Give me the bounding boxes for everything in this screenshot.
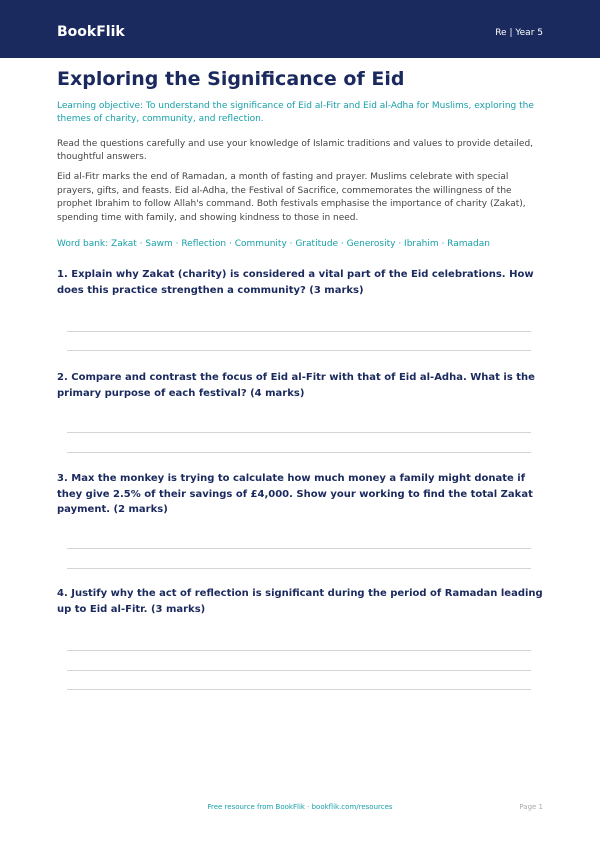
answer-line[interactable] bbox=[67, 452, 531, 453]
answer-line[interactable] bbox=[67, 670, 531, 671]
question-4: 4. Justify why the act of reflection is significant during the period of Ramadan leading up to Eid al-Fitr. (3 marks) bbox=[57, 588, 543, 615]
header-bar bbox=[0, 0, 600, 58]
answer-line[interactable] bbox=[67, 568, 531, 569]
answer-line[interactable] bbox=[67, 331, 531, 332]
instructions: Read the questions carefully and use your knowledge of Islamic traditions and values to provide detailed, thoughtful answers. bbox=[57, 139, 534, 162]
footer-credit: Free resource from BookFlik · bookflik.com/resources bbox=[207, 803, 393, 811]
page-number: Page 1 bbox=[519, 803, 543, 811]
brand-logo: BookFlik bbox=[57, 24, 125, 40]
context-paragraph: Eid al-Fitr marks the end of Ramadan, a month of fasting and prayer. Muslims celebrate with special prayers, gifts, and feasts. Eid al-Adha, the Festival of Sacrifice, commemorates the willingness of the prophet Ibrahim to follow Allah's command. Both festivals emphasise the importance of charity (Zakat), spending time with family, and showing kindness to those in need. bbox=[57, 172, 526, 223]
answer-line[interactable] bbox=[67, 432, 531, 433]
answer-line[interactable] bbox=[67, 689, 531, 690]
answer-line[interactable] bbox=[67, 650, 531, 651]
learning-objective: Learning objective: To understand the significance of Eid al-Fitr and Eid al-Adha for Muslims, exploring the themes of charity, community, and reflection. bbox=[57, 101, 534, 124]
word-bank: Word bank: Zakat · Sawm · Reflection · Community · Gratitude · Generosity · Ibrahim · Ramadan bbox=[57, 239, 490, 249]
subject-year-label: Re | Year 5 bbox=[495, 28, 543, 38]
page-title: Exploring the Significance of Eid bbox=[57, 68, 405, 90]
question-3: 3. Max the monkey is trying to calculate how much money a family might donate if they give 2.5% of their savings of £4,000. Show your working to find the total Zakat payment. (2 marks) bbox=[57, 473, 533, 515]
question-2: 2. Compare and contrast the focus of Eid al-Fitr with that of Eid al-Adha. What is the primary purpose of each festival? (4 marks) bbox=[57, 372, 535, 399]
answer-line[interactable] bbox=[67, 548, 531, 549]
answer-line[interactable] bbox=[67, 350, 531, 351]
question-1: 1. Explain why Zakat (charity) is considered a vital part of the Eid celebrations. How does this practice strengthen a community? (3 marks) bbox=[57, 269, 534, 296]
